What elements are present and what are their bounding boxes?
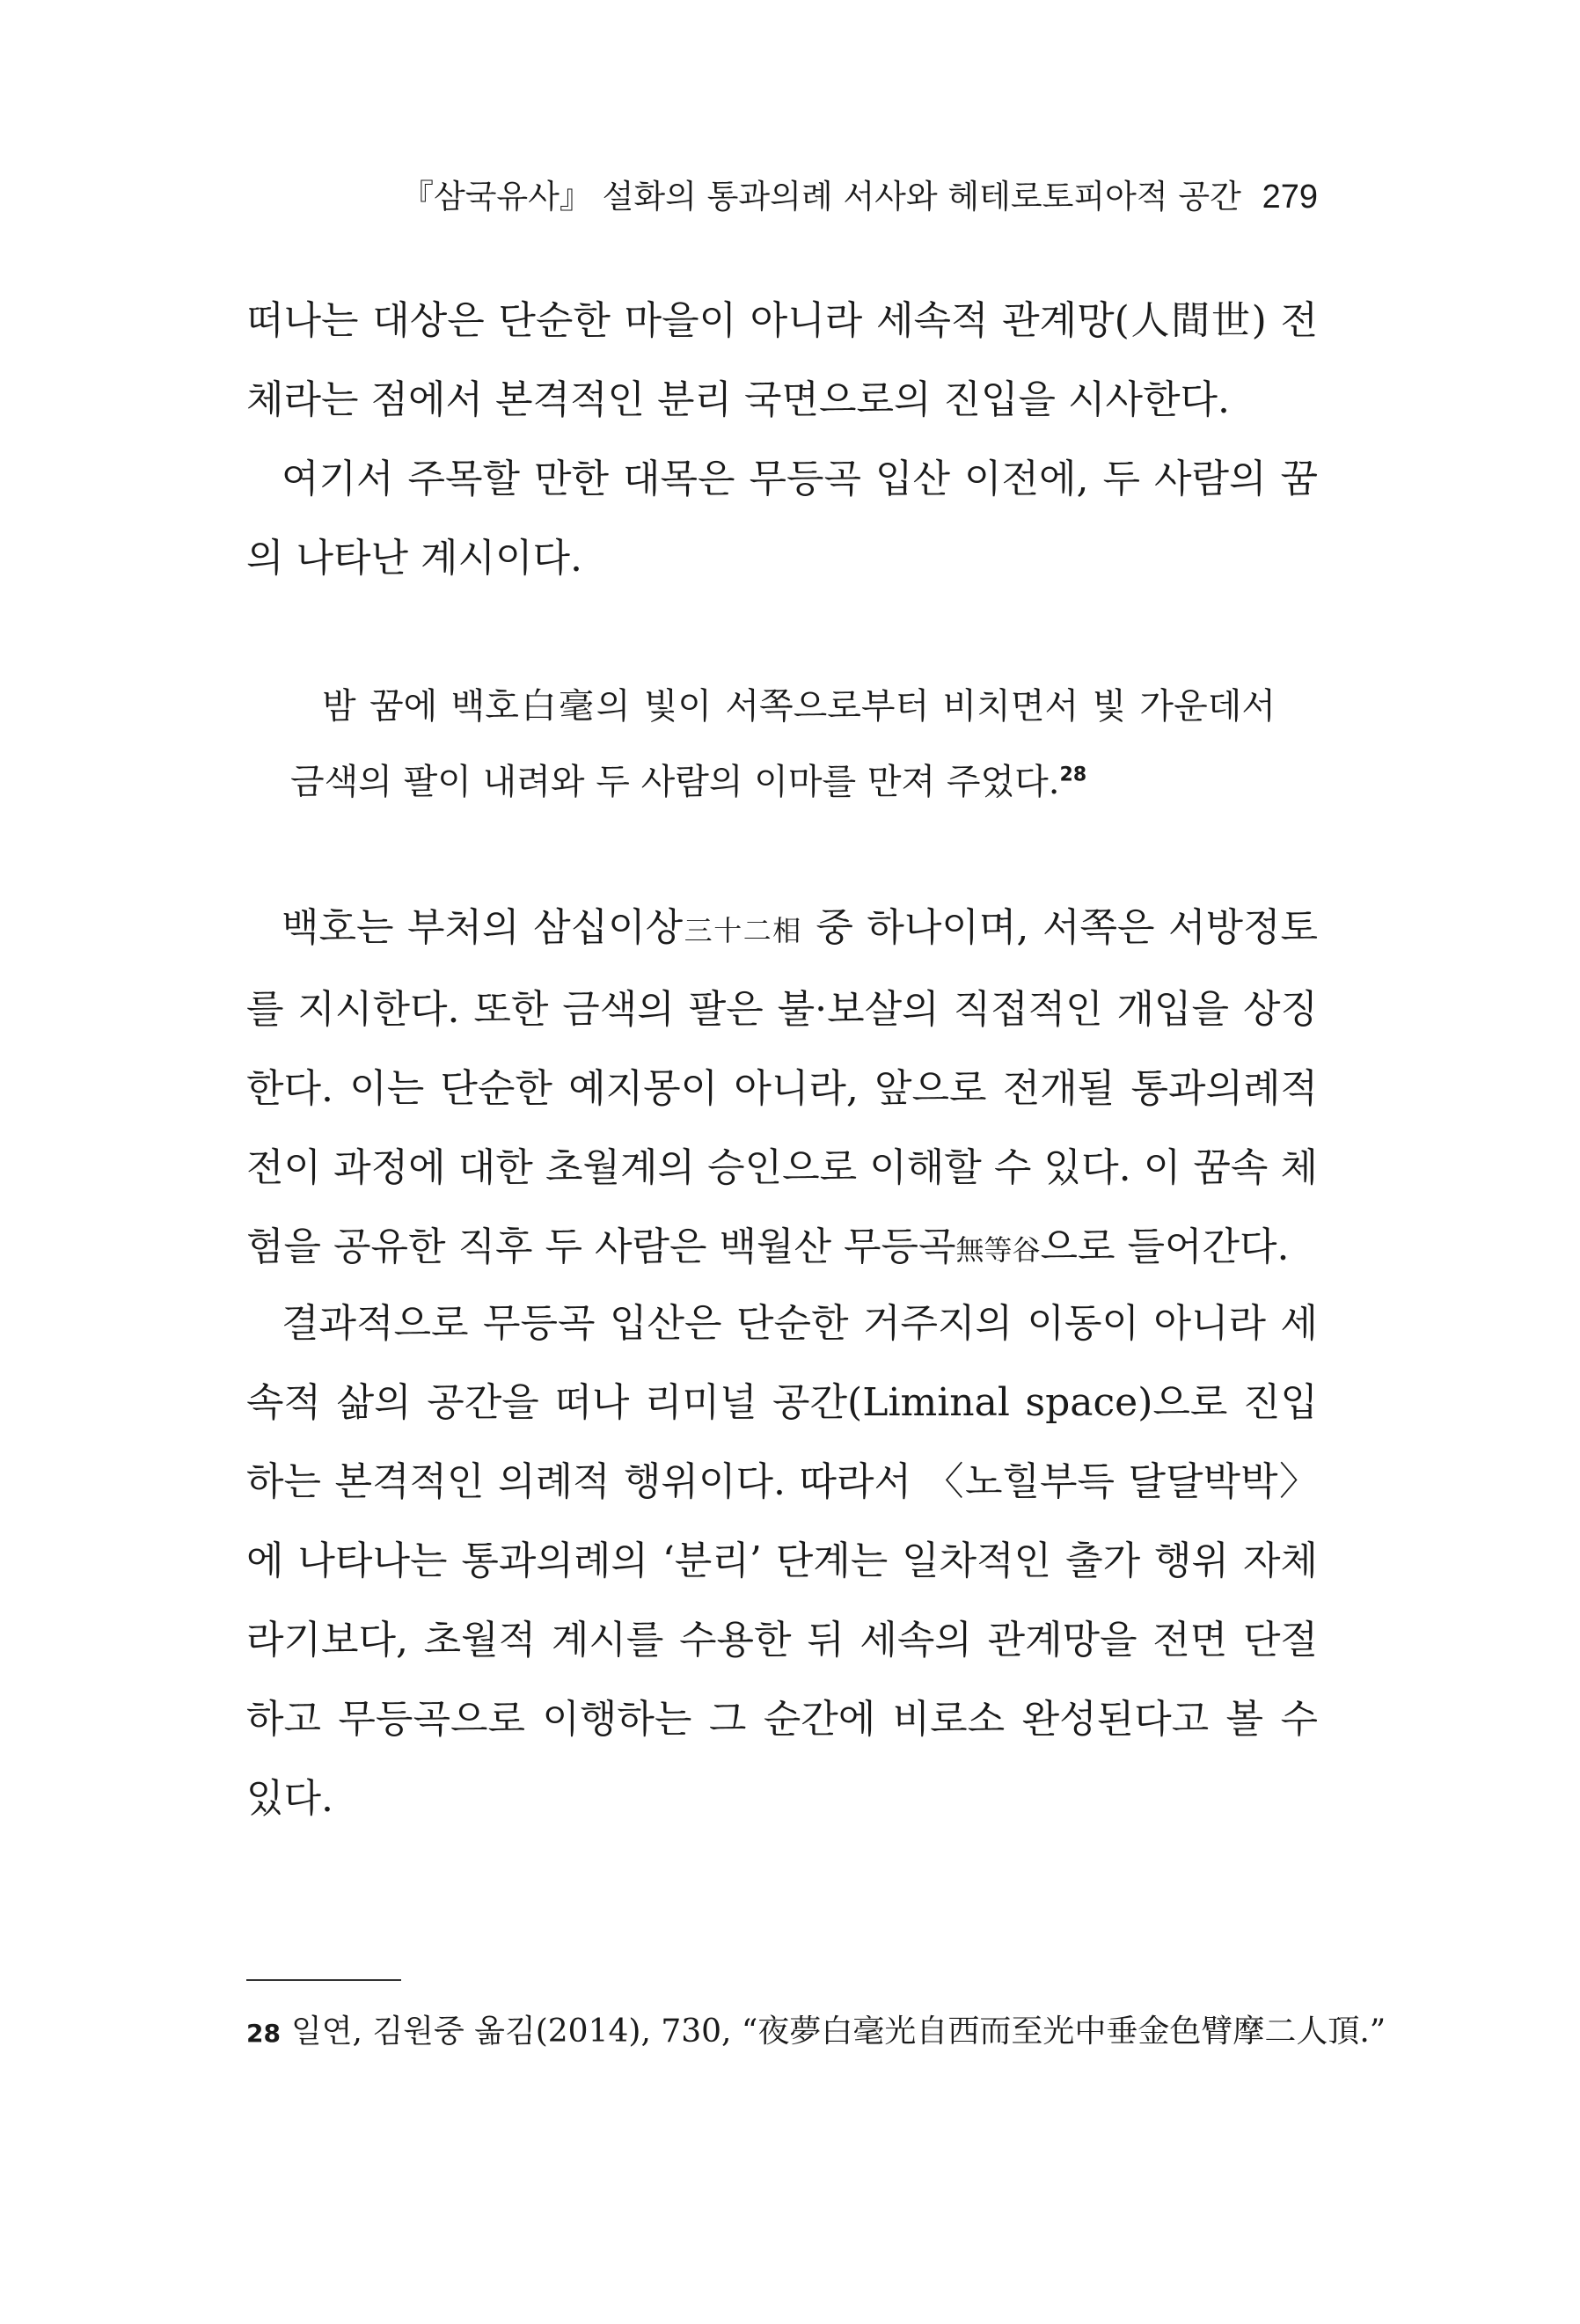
paragraph-3-part-b: 중 하나이며, 서쪽은 서방정토를 지시한다. 또한 금색의 팔은 불·보살의 직접적인 개입을 상징한다. 이는 단순한 예지몽이 아니라, 앞으로 전개될 통과의례적 전이 과정에 대한 초월계의 승인으로 이해할 수 있다. 이 꿈속 체험을 공유한 직후 두 사람은 백월산 무등곡 [246,905,1318,1269]
paragraph-1-text: 떠나는 대상은 단순한 마을이 아니라 세속적 관계망(人間世) 전체라는 점에서 본격적인 분리 국면으로의 진입을 시사한다. [246,298,1318,422]
footnote-reference: 28 [1059,764,1087,786]
block-quote-text [290,669,1276,820]
paragraph-4 [246,1284,1318,1838]
page-number: 279 [1262,179,1318,216]
paragraph-3-part-c: 으로 들어간다. [1040,1224,1290,1269]
paragraph-3 [246,888,1318,1290]
paragraph-2 [246,440,1318,598]
footnote [246,2007,1386,2058]
hanja-annotation-2: 無等谷 [955,1233,1041,1267]
paragraph-4-text: 결과적으로 무등곡 입산은 단순한 거주지의 이동이 아니라 세속적 삶의 공간을 떠나 리미널 공간(Liminal space)으로 진입하는 본격적인 의례적 행위이다. 따라서 〈노힐부득 달달박박〉에 나타나는 통과의례의 ‘분리’ 단계는 일차적인 출가 행위 자체라기보다, 초월적 계시를 수용한 뒤 세속의 관계망을 전면 단절하고 무등곡으로 이행하는 그 순간에 비로소 완성된다고 볼 수 있다. [246,1301,1318,1821]
running-header [246,174,1318,220]
block-quote [290,669,1276,820]
paragraph-1 [246,281,1318,440]
quote-text: 밤 꿈에 백호白毫의 빛이 서쪽으로부터 비치면서 빛 가운데서 금색의 팔이 내려와 두 사람의 이마를 만져 주었다. [290,686,1276,802]
hanja-annotation: 三十二相 [683,914,802,947]
running-title: 『삼국유사』 설화의 통과의례 서사와 헤테로토피아적 공간 [400,178,1241,216]
paragraph-2-text: 여기서 주목할 만한 대목은 무등곡 입산 이전에, 두 사람의 꿈의 나타난 계시이다. [246,457,1318,581]
footnote-number: 28 [246,2019,281,2048]
footnote-divider [246,1979,401,1981]
paragraph-3-part-a: 백호는 부처의 삼십이상 [282,905,684,950]
paragraph-3-text [246,888,1318,1290]
footnote-text: 일연, 김원중 옮김(2014), 730, “夜夢白毫光自西而至光中垂金色臂摩二人頂.” [290,2013,1386,2050]
